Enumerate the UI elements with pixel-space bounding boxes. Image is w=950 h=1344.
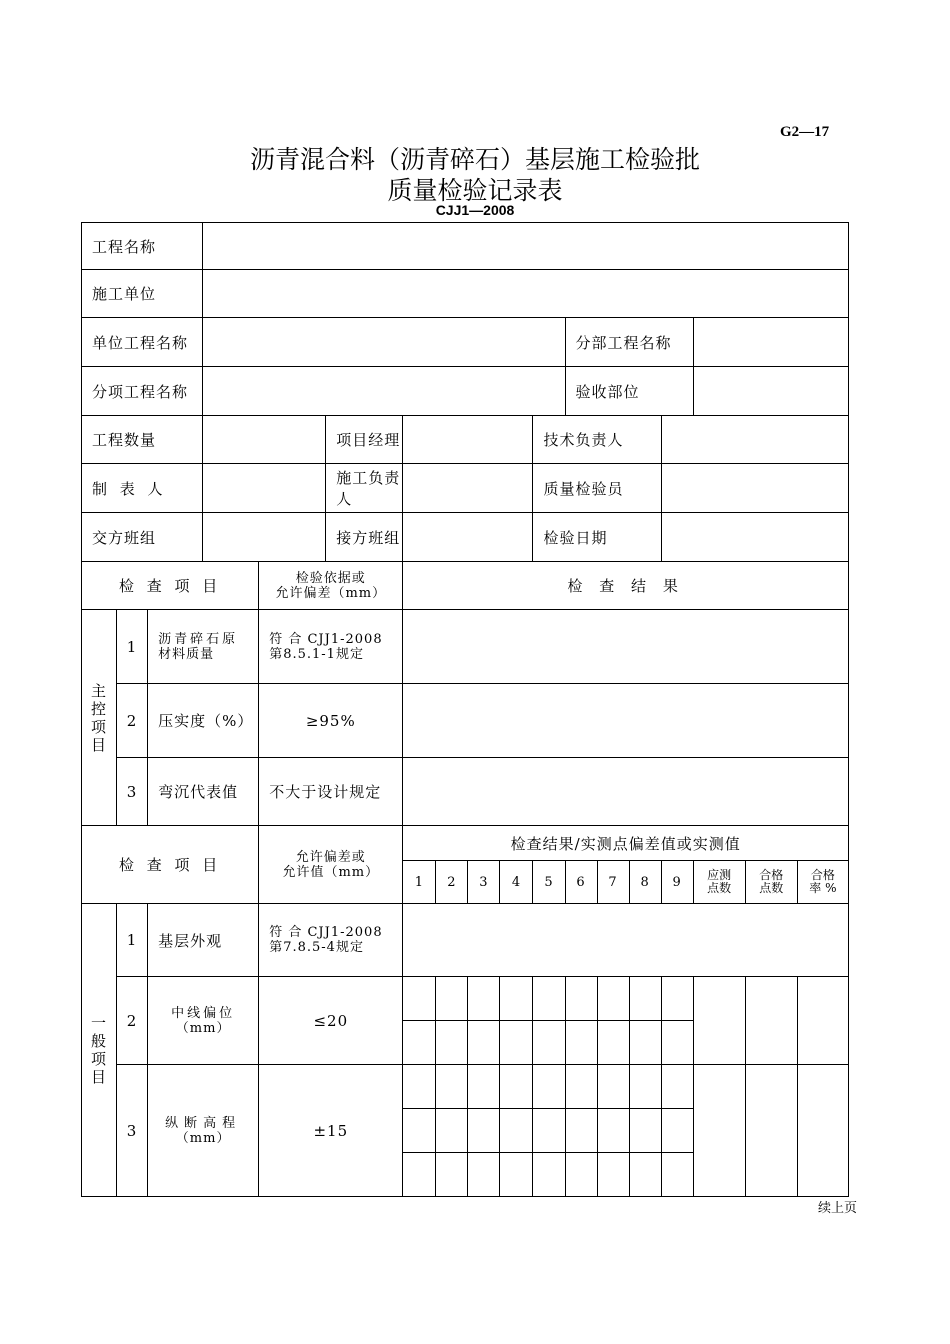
general-group-char: 般: [91, 1032, 108, 1050]
inspection-record-table: [81, 222, 849, 1197]
measure-cell[interactable]: [597, 1021, 629, 1065]
general-row-basis-line1: 符 合 CJJ1-2008: [269, 925, 383, 940]
point-col: 4: [500, 861, 533, 904]
item-project-field[interactable]: [203, 367, 565, 416]
inspection-date-field[interactable]: [661, 513, 848, 562]
main-header-item: 检 查 项 目: [82, 562, 259, 610]
measure-cell[interactable]: [629, 1021, 661, 1065]
measure-cell[interactable]: [468, 1065, 500, 1109]
measure-cell[interactable]: [533, 1109, 565, 1153]
form-title: 沥青混合料（沥青碎石）基层施工检验批: [249, 145, 700, 174]
point-col: 8: [629, 861, 661, 904]
main-row-basis: [259, 610, 403, 684]
unit-project-field[interactable]: [203, 318, 565, 367]
sub-project-label: 分部工程名称: [565, 318, 693, 367]
general-group-char: 目: [91, 1068, 108, 1086]
point-col: 5: [533, 861, 565, 904]
project-manager-label: 项目经理: [326, 416, 403, 464]
sub-project-field[interactable]: [693, 318, 848, 367]
main-row-result[interactable]: [403, 610, 849, 684]
should-count-col: [693, 861, 745, 904]
pass-count-line2: 点数: [759, 881, 784, 895]
main-header-basis: [259, 562, 403, 610]
general-row-item: 基层外观: [148, 904, 259, 977]
main-row-item: 压实度（%）: [148, 684, 259, 758]
quantity-field[interactable]: [203, 416, 326, 464]
measure-cell[interactable]: [565, 977, 597, 1021]
main-row-result[interactable]: [403, 684, 849, 758]
measure-cell[interactable]: [500, 1109, 533, 1153]
general-row-no: 2: [117, 977, 148, 1065]
standard-code: CJJ1—2008: [435, 202, 515, 218]
general-row-basis: ±15: [259, 1065, 403, 1197]
general-header-item: 检 查 项 目: [82, 826, 259, 904]
general-row-no: 3: [117, 1065, 148, 1197]
inspection-date-label: 检验日期: [533, 513, 661, 562]
measure-cell[interactable]: [436, 1065, 468, 1109]
general-row-basis: [259, 904, 403, 977]
form-code: G2—17: [780, 124, 830, 140]
point-col: 6: [565, 861, 597, 904]
measure-cell[interactable]: [500, 1153, 533, 1197]
measure-cell[interactable]: [500, 1065, 533, 1109]
measure-cell[interactable]: [629, 1153, 661, 1197]
pass-count-cell[interactable]: [745, 1065, 797, 1197]
measure-cell[interactable]: [403, 1153, 436, 1197]
measure-cell[interactable]: [629, 977, 661, 1021]
measure-cell[interactable]: [661, 977, 693, 1021]
measure-cell[interactable]: [629, 1109, 661, 1153]
main-header-result: 检 查 结 果: [403, 562, 849, 610]
measure-cell[interactable]: [565, 1021, 597, 1065]
main-row-no: 3: [117, 758, 148, 826]
measure-cell[interactable]: [661, 1021, 693, 1065]
main-control-group-label: [82, 610, 117, 826]
construction-unit-label: 施工单位: [82, 270, 203, 318]
measure-cell[interactable]: [597, 1065, 629, 1109]
measure-cell[interactable]: [500, 977, 533, 1021]
main-row-item-line2: 材料质量: [158, 646, 215, 662]
general-group-char: 项: [91, 1050, 108, 1068]
general-row-no: 1: [117, 904, 148, 977]
measure-cell[interactable]: [565, 1109, 597, 1153]
tech-lead-label: 技术负责人: [533, 416, 661, 464]
measure-cell[interactable]: [436, 1021, 468, 1065]
measure-cell[interactable]: [500, 1021, 533, 1065]
point-col: 9: [661, 861, 693, 904]
measure-cell[interactable]: [597, 977, 629, 1021]
measure-cell[interactable]: [661, 1109, 693, 1153]
pass-count-line1: 合格: [759, 868, 784, 882]
main-row-result[interactable]: [403, 758, 849, 826]
main-row-item: 弯沉代表值: [148, 758, 259, 826]
handover-team-field[interactable]: [203, 513, 326, 562]
measure-cell[interactable]: [533, 1021, 565, 1065]
pass-rate-col: [797, 861, 848, 904]
measure-cell[interactable]: [436, 977, 468, 1021]
acceptance-part-field[interactable]: [693, 367, 848, 416]
general-row-item: [148, 1065, 259, 1197]
general-row-result[interactable]: [403, 904, 849, 977]
should-count-cell[interactable]: [693, 977, 745, 1065]
quality-inspector-field[interactable]: [661, 464, 848, 513]
measure-cell[interactable]: [468, 977, 500, 1021]
pass-rate-line2: 率 %: [809, 881, 837, 895]
general-header-allow: [259, 826, 403, 904]
general-row-item-line1: 中线偏位: [171, 1005, 236, 1021]
construction-lead-label: 施工负责人: [326, 464, 403, 513]
measure-cell[interactable]: [468, 1109, 500, 1153]
measure-cell[interactable]: [629, 1065, 661, 1109]
measure-cell[interactable]: [597, 1153, 629, 1197]
measure-cell[interactable]: [436, 1153, 468, 1197]
measure-cell[interactable]: [565, 1065, 597, 1109]
acceptance-part-label: 验收部位: [565, 367, 693, 416]
general-header-result: 检查结果/实测点偏差值或实测值: [403, 826, 849, 861]
general-row-item-line2: （mm）: [175, 1020, 231, 1036]
should-count-line1: 应测: [707, 868, 732, 882]
main-group-char: 控: [91, 699, 108, 718]
main-row-item-line1: 沥青碎石原: [158, 631, 239, 647]
measure-cell[interactable]: [436, 1109, 468, 1153]
point-col: 3: [468, 861, 500, 904]
measure-cell[interactable]: [533, 1065, 565, 1109]
construction-unit-field[interactable]: [203, 270, 849, 318]
measure-cell[interactable]: [403, 1021, 436, 1065]
main-row-no: 2: [117, 684, 148, 758]
construction-lead-field[interactable]: [403, 464, 533, 513]
main-row-basis-line2: 第8.5.1-1规定: [269, 646, 364, 662]
measure-cell[interactable]: [533, 977, 565, 1021]
main-group-char: 目: [91, 735, 108, 754]
pass-rate-cell[interactable]: [797, 1065, 848, 1197]
continue-note: 续上页: [818, 1201, 858, 1216]
form-subtitle: 质量检验记录表: [387, 176, 563, 205]
main-row-basis: ≥95%: [259, 684, 403, 758]
project-manager-field[interactable]: [403, 416, 533, 464]
project-name-field[interactable]: [203, 223, 849, 270]
should-count-cell[interactable]: [693, 1065, 745, 1197]
receiver-team-field[interactable]: [403, 513, 533, 562]
measure-cell[interactable]: [468, 1021, 500, 1065]
pass-count-cell[interactable]: [745, 977, 797, 1065]
general-header-allow-line1: 允许偏差或: [295, 849, 366, 865]
general-row-basis-line2: 第7.8.5-4规定: [269, 940, 364, 955]
main-group-char: 项: [91, 717, 108, 736]
main-group-char: 主: [91, 681, 108, 700]
measure-cell[interactable]: [533, 1153, 565, 1197]
pass-count-col: [745, 861, 797, 904]
should-count-line2: 点数: [707, 881, 732, 895]
general-group-char: 一: [91, 1014, 108, 1032]
general-row-item-line2: （mm）: [175, 1130, 231, 1146]
main-row-no: 1: [117, 610, 148, 684]
measure-cell[interactable]: [403, 1109, 436, 1153]
measure-cell[interactable]: [403, 977, 436, 1021]
measure-cell[interactable]: [661, 1065, 693, 1109]
item-project-label: 分项工程名称: [82, 367, 203, 416]
measure-cell[interactable]: [661, 1153, 693, 1197]
general-row-basis: ≤20: [259, 977, 403, 1065]
main-row-item: [148, 610, 259, 684]
main-row-basis: 不大于设计规定: [259, 758, 403, 826]
measure-cell[interactable]: [565, 1153, 597, 1197]
point-col: 1: [403, 861, 436, 904]
quantity-label: 工程数量: [82, 416, 203, 464]
pass-rate-line1: 合格: [810, 868, 835, 882]
handover-team-label: 交方班组: [82, 513, 203, 562]
receiver-team-label: 接方班组: [326, 513, 403, 562]
measure-cell[interactable]: [597, 1109, 629, 1153]
main-row-basis-line1: 符 合 CJJ1-2008: [269, 631, 383, 647]
measure-cell[interactable]: [468, 1153, 500, 1197]
main-header-basis-line2: 允许偏差（mm）: [275, 585, 387, 601]
quality-inspector-label: 质量检验员: [533, 464, 661, 513]
point-col: 7: [597, 861, 629, 904]
preparer-field[interactable]: [203, 464, 326, 513]
general-row-item: [148, 977, 259, 1065]
tech-lead-field[interactable]: [661, 416, 848, 464]
project-name-label: 工程名称: [82, 223, 203, 270]
measure-cell[interactable]: [403, 1065, 436, 1109]
point-col: 2: [436, 861, 468, 904]
general-header-allow-line2: 允许值（mm）: [282, 864, 380, 880]
pass-rate-cell[interactable]: [797, 977, 848, 1065]
general-group-label: [82, 904, 117, 1197]
unit-project-label: 单位工程名称: [82, 318, 203, 367]
general-row-item-line1: 纵断高程: [165, 1115, 242, 1131]
preparer-label: 制 表 人: [82, 464, 203, 513]
main-header-basis-line1: 检验依据或: [295, 570, 366, 586]
